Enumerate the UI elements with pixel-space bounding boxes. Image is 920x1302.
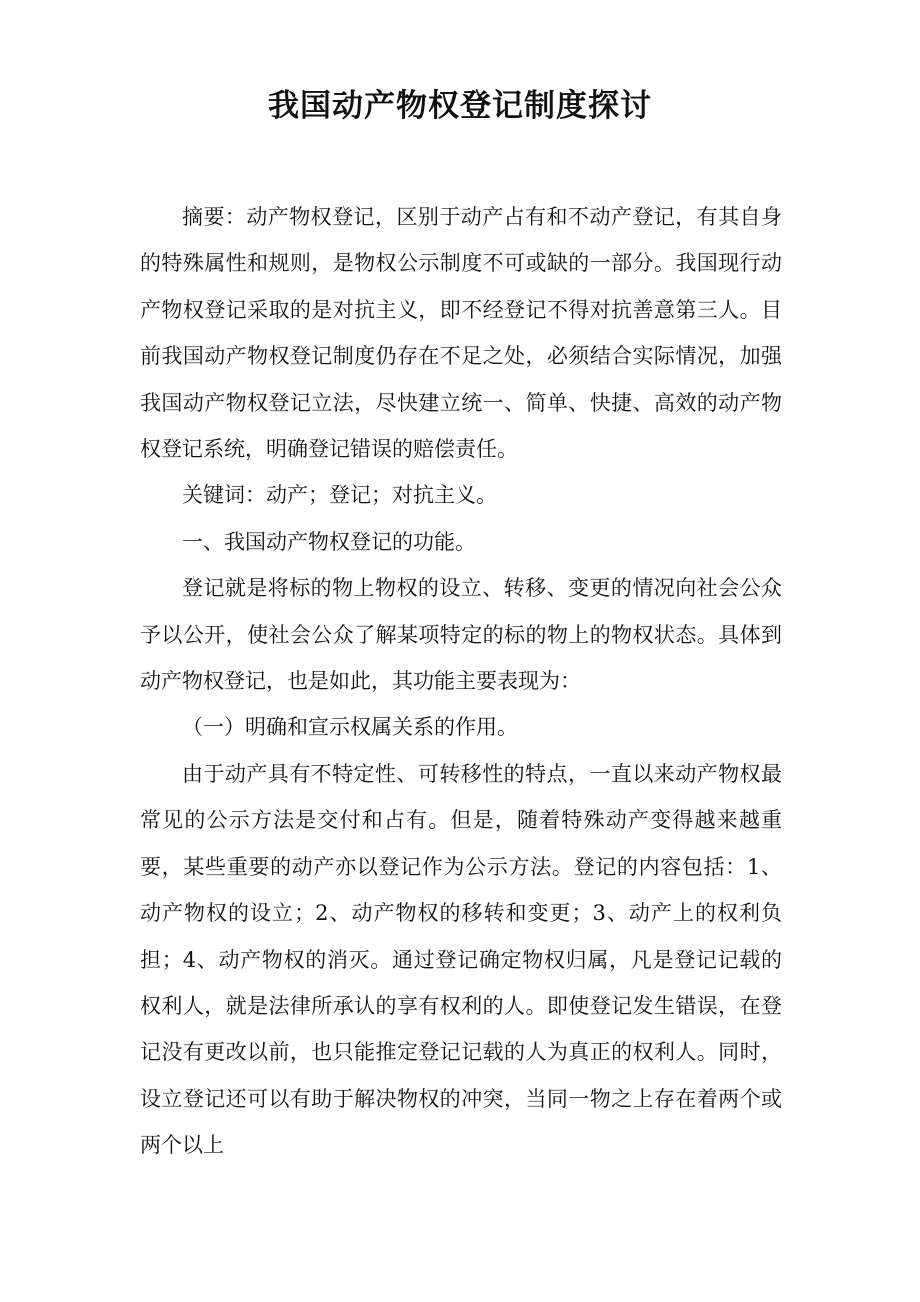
body-paragraph: 登记就是将标的物上物权的设立、转移、变更的情况向社会公众予以公开，使社会公众了解某项特定的标的物上的物权状态。具体到动产物权登记，也是如此，其功能主要表现为：: [140, 576, 782, 694]
document-body: [140, 194, 782, 1169]
body-paragraph: 由于动产具有不特定性、可转移性的特点，一直以来动产物权最常见的公示方法是交付和占有。但是，随着特殊动产变得越来越重要，某些重要的动产亦以登记作为公示方法。登记的内容包括：1、动产物权的设立；2、动产物权的移转和变更；3、动产上的权利负担；4、动产物权的消灭。通过登记确定物权归属，凡是登记记载的权利人，就是法律所承认的享有权利的人。即使登记发生错误，在登记没有更改以前，也只能推定登记记载的人为真正的权利人。同时，设立登记还可以有助于解决物权的冲突，当同一物之上存在着两个或两个以上: [140, 761, 782, 1158]
abstract-paragraph: 摘要：动产物权登记，区别于动产占有和不动产登记，有其自身的特殊属性和规则，是物权公示制度不可或缺的一部分。我国现行动产物权登记采取的是对抗主义，即不经登记不得对抗善意第三人。目前我国动产物权登记制度仍存在不足之处，必须结合实际情况，加强我国动产物权登记立法，尽快建立统一、简单、快捷、高效的动产物权登记系统，明确登记错误的赔偿责任。: [140, 205, 782, 462]
subsection-heading: （一）明确和宣示权属关系的作用。: [182, 715, 518, 740]
section-heading: 一、我国动产物权登记的功能。: [182, 529, 476, 554]
keywords-paragraph: 关键词：动产；登记；对抗主义。: [182, 483, 497, 508]
document-title: 我国动产物权登记制度探讨: [268, 88, 652, 124]
